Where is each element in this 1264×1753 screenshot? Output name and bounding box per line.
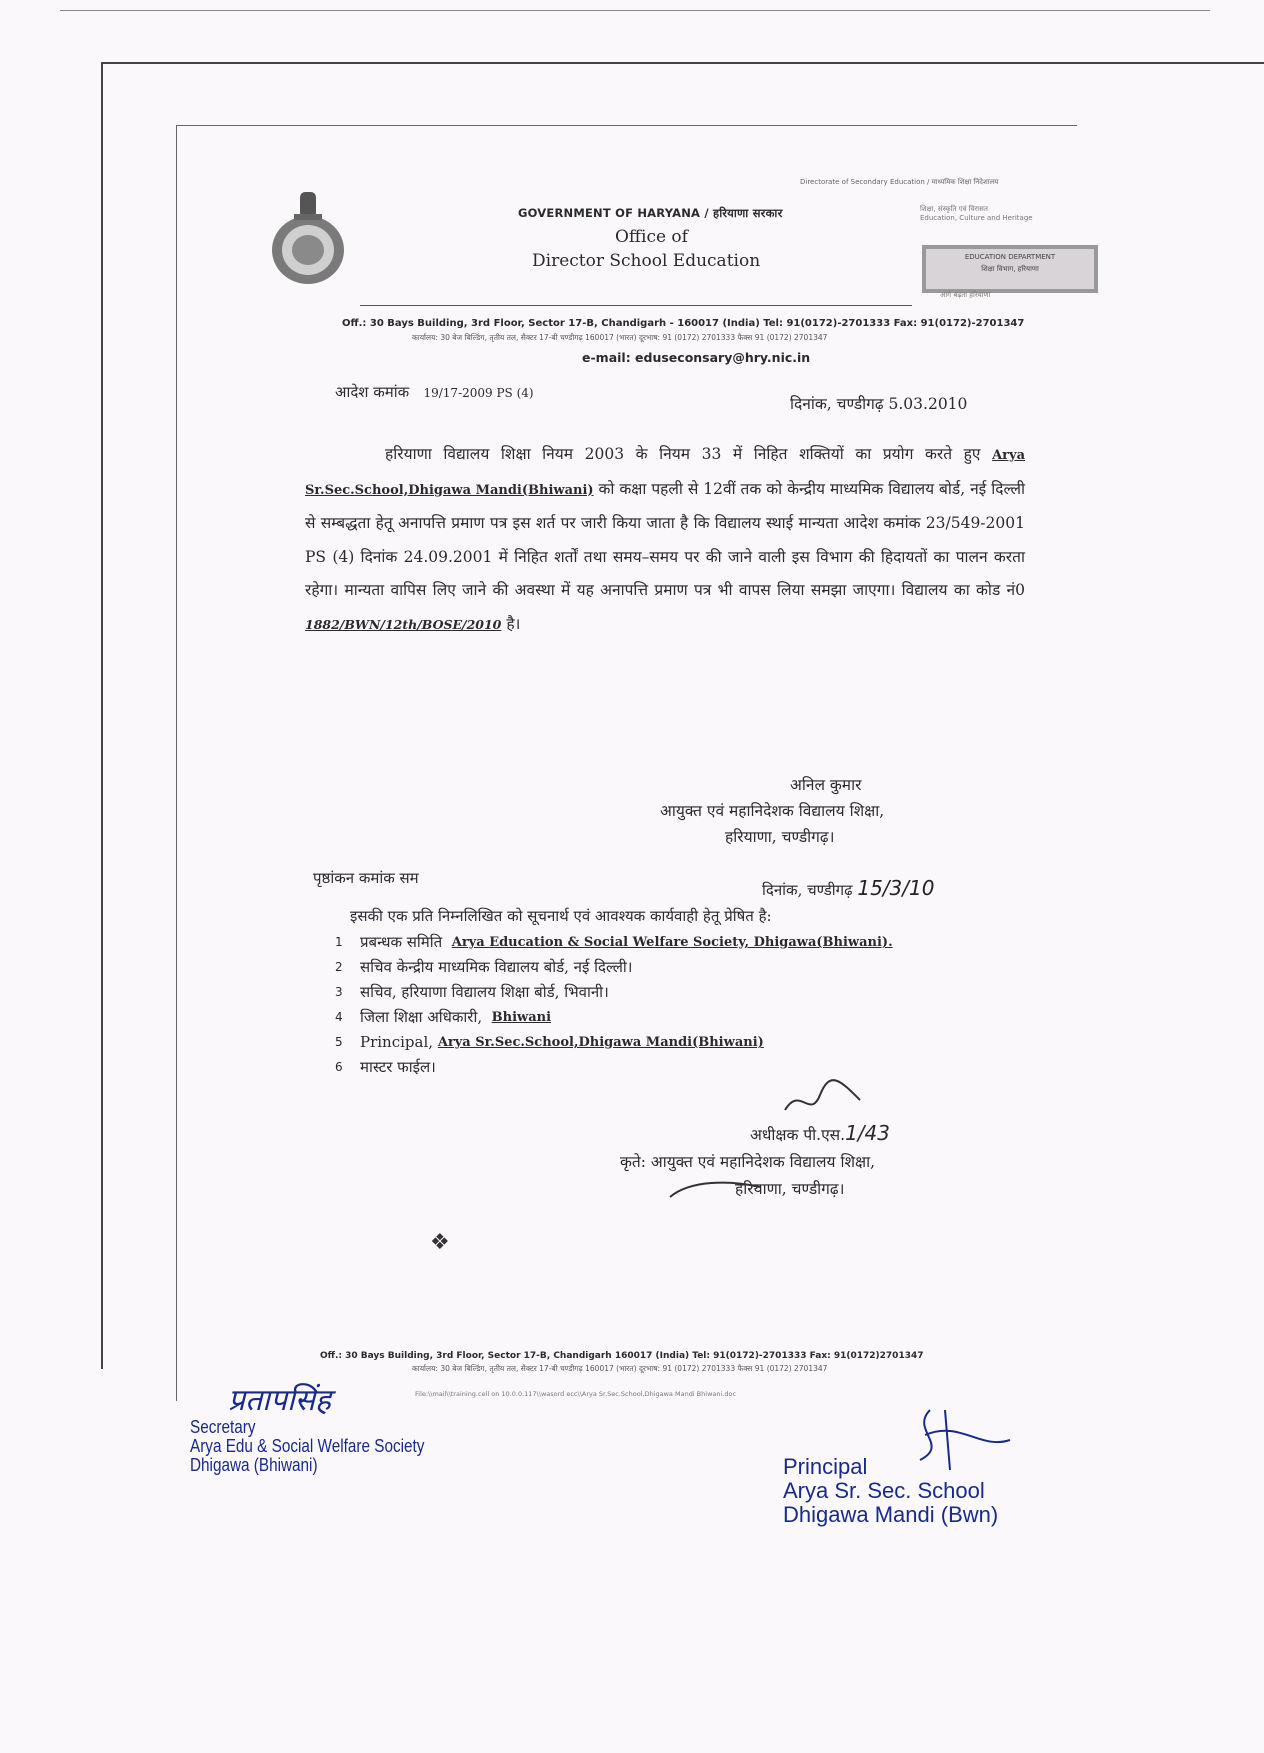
department-stamp xyxy=(920,205,1090,315)
body-text-3: है। xyxy=(506,614,521,633)
secretary-seal-line1: Secretary xyxy=(190,1417,256,1437)
decorative-mark-icon: ❖ xyxy=(430,1230,450,1255)
body-text-2: को कक्षा पहली से 12वीं तक को केन्द्रीय माध्यमिक विद्यालय बोर्ड, नई दिल्ली से सम्बद्धता हेतू अनापत्ति प्रमाण पत्र इस शर्त पर जारी किया जाता है कि विद्यालय स्थाई मान्यता आदेश कमांक 23/549-2001 PS (4) दिनांक 24.09.2001 में निहित शर्तों तथा समय–समय पर की जाने वाली इस विभाग की हिदायतों का पालन करता रहेगा। मान्यता वापिस लिए जाने की अवस्था में यह अनापत्ति प्रमाण पत्र भी वापस लिया समझा जाएगा। विद्यालय का कोड नं0 xyxy=(305,479,1025,599)
list-item: 4 जिला शिक्षा अधिकारी, Bhiwani xyxy=(335,1008,552,1026)
order-number-value: 19/17-2009 PS (4) xyxy=(423,386,534,400)
list-item: 2 सचिव केन्द्रीय माध्यमिक विद्यालय बोर्ड, नई दिल्ली। xyxy=(335,958,633,976)
secretary-signature: प्रतापसिंह xyxy=(228,1383,331,1418)
secretary-seal xyxy=(190,1418,424,1475)
footer-address-hindi: कार्यालय: 30 बेज बिल्डिंग, तृतीय तल, सैक्टर 17-बी चण्डीगढ़ 160017 (भारत) दूरभाष: 91 (0172) 2701333 फैक्स 91 (0172) 2701347 xyxy=(412,1364,828,1373)
school-name: Arya Sr.Sec.School,Dhigawa Mandi(Bhiwani) xyxy=(305,448,1025,498)
recipient-list xyxy=(335,930,1035,1080)
order-date: दिनांक, चण्डीगढ़ 5.03.2010 xyxy=(790,395,968,413)
haryana-emblem-icon xyxy=(266,188,350,288)
scan-edge-line xyxy=(60,10,1210,11)
endorsement-date-handwritten: 15/3/10 xyxy=(857,876,935,900)
commissioner-place: हरियाणा, चण्डीगढ़। xyxy=(725,828,835,846)
copy-forward-text: इसकी एक प्रति निम्नलिखित को सूचनार्थ एवं आवश्यक कार्यवाही हेतू प्रेषित है: xyxy=(350,907,772,925)
order-number-label: आदेश कमांक xyxy=(335,383,410,401)
principal-seal xyxy=(783,1455,998,1527)
commissioner-designation: आयुक्त एवं महानिदेशक विद्यालय शिक्षा, xyxy=(660,802,885,820)
principal-seal-line3: Dhigawa Mandi (Bwn) xyxy=(783,1502,999,1527)
stamp-box-line2: शिक्षा विभाग, हरियाणा xyxy=(981,265,1039,273)
list-item: 1 प्रबन्धक समिति Arya Education & Social Welfare Society, Dhigawa(Bhiwani). xyxy=(335,933,893,951)
stamp-box-line1: EDUCATION DEPARTMENT xyxy=(964,253,1056,261)
stamp-top-text-en: Education, Culture and Heritage xyxy=(920,214,1033,222)
principal-seal-line1: Principal xyxy=(783,1454,868,1479)
stamp-top-text: शिक्षा, संस्कृति एवं विरासत xyxy=(920,205,988,213)
superintendent-title-line xyxy=(620,1120,1000,1149)
office-of-text: Office of xyxy=(615,227,688,247)
office-email: e-mail: eduseconsary@hry.nic.in xyxy=(582,350,811,365)
secretary-seal-line3: Dhigawa (Bhiwani) xyxy=(190,1455,318,1475)
list-item: 6 मास्टर फाईल। xyxy=(335,1058,436,1076)
office-address-hindi: कार्यालय: 30 बेज बिल्डिंग, तृतीय तल, सैक्टर 17-बी चण्डीगढ़ 160017 (भारत) दूरभाष: 91 (0172) 2701333 फैक्स 91 (0172) 2701347 xyxy=(412,333,828,342)
footer-file-path: File:\\mail\\training.cell on 10.0.0.117\\wasord ecc\\Arya Sr.Sec.School,Dhigawa Mandi Bhiwani.doc xyxy=(415,1390,737,1398)
order-body xyxy=(305,438,1025,641)
header-divider xyxy=(360,305,912,306)
superintendent-signature-mark xyxy=(780,1075,870,1125)
principal-seal-line2: Arya Sr. Sec. School xyxy=(783,1478,985,1503)
endorsement-date xyxy=(762,876,934,900)
superintendent-title: अधीक्षक पी.एस. xyxy=(750,1126,846,1144)
commissioner-name: अनिल कुमार xyxy=(790,776,862,794)
superintendent-flourish xyxy=(660,1175,770,1205)
directorate-header-text: Directorate of Secondary Education / माध्यमिक शिक्षा निदेशालय xyxy=(800,178,999,186)
footer-address: Off.: 30 Bays Building, 3rd Floor, Sector 17-B, Chandigarh 160017 (India) Tel: 91(0172)-2701333 Fax: 91(0172)2701347 xyxy=(320,1351,924,1361)
superintendent-place: हरियाणा, चण्डीगढ़। xyxy=(735,1180,845,1198)
director-title: Director School Education xyxy=(532,251,761,271)
superintendent-handwritten: 1/43 xyxy=(845,1121,890,1145)
office-address: Off.: 30 Bays Building, 3rd Floor, Sector 17-B, Chandigarh - 160017 (India) Tel: 91(0172)-2701333 Fax: 91(0172)-2701347 xyxy=(342,318,1025,329)
commissioner-signature-block xyxy=(660,772,980,850)
government-title: GOVERNMENT OF HARYANA / हरियाणा सरकार xyxy=(518,206,783,220)
stamp-bottom-text: आगे बढ़ता हरियाणा xyxy=(940,291,991,299)
order-number xyxy=(335,382,534,402)
scan-border-inner xyxy=(176,125,1077,1401)
list-item: 5 Principal, Arya Sr.Sec.School,Dhigawa Mandi(Bhiwani) xyxy=(335,1033,764,1051)
school-code: 1882/BWN/12th/BOSE/2010 xyxy=(305,616,502,632)
list-item: 3 सचिव, हरियाणा विद्यालय शिक्षा बोर्ड, भिवानी। xyxy=(335,983,609,1001)
endorsement-date-label: दिनांक, चण्डीगढ़ xyxy=(762,881,853,899)
endorsement-label: पृष्ठांकन कमांक सम xyxy=(313,869,419,887)
stamp-box xyxy=(922,245,1098,293)
superintendent-on-behalf: कृते: आयुक्त एवं महानिदेशक विद्यालय शिक्षा, xyxy=(620,1153,876,1171)
body-text-1: हरियाणा विद्यालय शिक्षा नियम 2003 के नियम 33 में निहित शक्तियों का प्रयोग करते हुए xyxy=(385,445,981,463)
secretary-seal-line2: Arya Edu & Social Welfare Society xyxy=(190,1436,425,1456)
